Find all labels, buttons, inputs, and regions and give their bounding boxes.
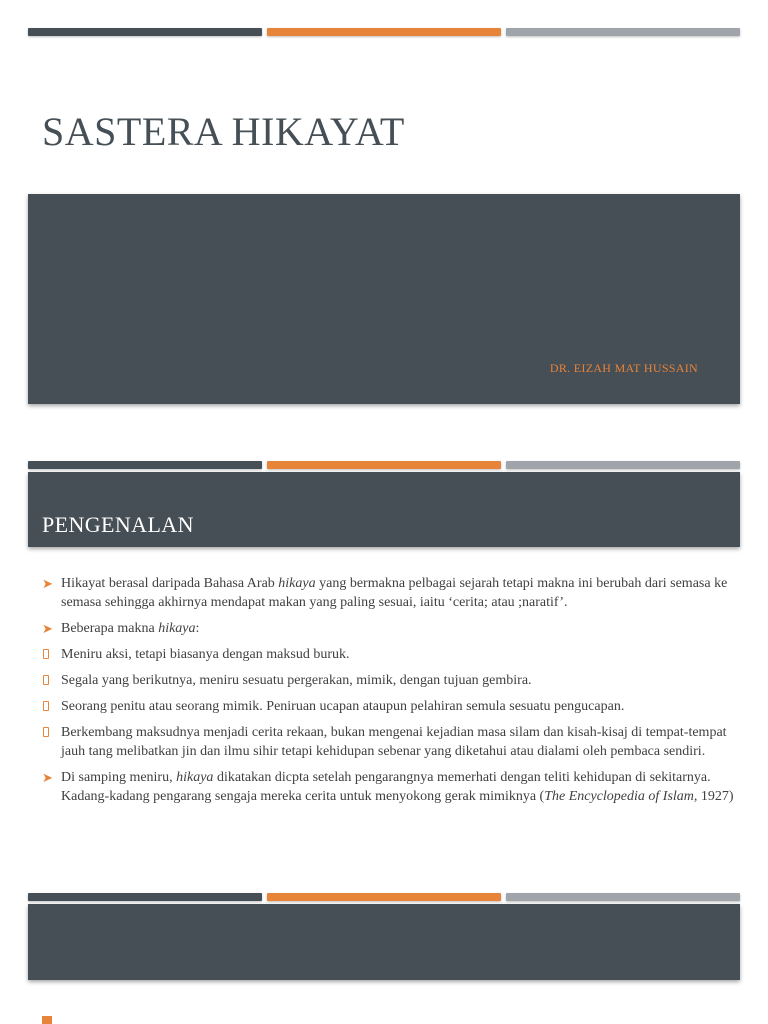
section-accent-stripe: [28, 461, 740, 469]
bullet-item: [42, 723, 742, 761]
bullet-text: Seorang penitu atau seorang mimik. Peniruan ucapan ataupun pelahiran semula sesuatu pengucapan.: [61, 699, 625, 714]
bullet-text: Segala yang berikutnya, meniru sesuatu pergerakan, mimik, dengan tujuan gembira.: [61, 673, 532, 688]
section-title: PENGENALAN: [42, 512, 194, 537]
bullet-item: [42, 768, 742, 806]
arrow-bullet-icon: ➤: [42, 770, 53, 785]
bullet-text: 1927): [697, 789, 734, 804]
next-bullet-fragment: [42, 1016, 52, 1024]
bullet-item: [42, 619, 742, 638]
italic-text: hikaya: [278, 576, 316, 591]
bullet-text: Meniru aksi, tetapi biasanya dengan maksud buruk.: [61, 647, 350, 662]
square-bullet-icon: [43, 727, 49, 737]
square-bullet-icon: [43, 701, 49, 711]
stripe-orange: [267, 28, 501, 36]
bullet-text: Di samping meniru,: [61, 770, 177, 785]
section-header: [28, 472, 740, 547]
bullet-text: Beberapa makna: [61, 621, 159, 636]
bullet-item: [42, 697, 742, 716]
bullet-text: dikatakan dicpta setelah pengarangnya memerhati dengan teliti kehidupan di sekitarnya. Kadang-kadang pengarang sengaja mereka cerita untuk menyokong gerak mimiknya (: [61, 770, 711, 804]
bullet-item: [42, 574, 742, 612]
square-bullet-icon: [43, 649, 49, 659]
arrow-bullet-icon: ➤: [42, 621, 53, 636]
stripe-dark: [28, 893, 262, 901]
bullet-item: [42, 645, 742, 664]
slide-content: [42, 574, 742, 813]
next-section-header: [28, 904, 740, 980]
italic-text: hikaya: [158, 621, 196, 636]
bullet-text: Hikayat berasal daripada Bahasa Arab: [61, 576, 279, 591]
square-bullet-icon: [43, 675, 49, 685]
stripe-orange: [267, 461, 501, 469]
stripe-orange: [267, 893, 501, 901]
italic-text: hikaya: [176, 770, 214, 785]
top-accent-stripe: [28, 28, 740, 36]
slide-title: SASTERA HIKAYAT: [42, 109, 405, 154]
author-name: DR. EIZAH MAT HUSSAIN: [549, 361, 698, 375]
title-banner: [28, 194, 740, 404]
bullet-text: Berkembang maksudnya menjadi cerita rekaan, bukan mengenai kejadian masa silam dan kisah-kisaj di tempat-tempat jauh tang melibatkan jin dan ilmu sihir tetapi kehidupan sebenar yang diketahui atau dialami oleh pembaca sendiri.: [61, 725, 727, 759]
stripe-gray: [506, 461, 740, 469]
italic-text: The Encyclopedia of Islam,: [544, 789, 698, 804]
bullet-item: [42, 671, 742, 690]
arrow-bullet-icon: ➤: [42, 576, 53, 591]
stripe-gray: [506, 893, 740, 901]
bullet-list: [42, 574, 742, 806]
stripe-dark: [28, 28, 262, 36]
bullet-text: yang bermakna pelbagai sejarah tetapi makna ini berubah dari semasa ke semasa sehingga akhirnya mendapat makan yang paling sesuai, iaitu ‘cerita; atau ;naratif’.: [61, 576, 728, 610]
bullet-text: :: [195, 621, 200, 636]
next-accent-stripe: [28, 893, 740, 901]
stripe-gray: [506, 28, 740, 36]
stripe-dark: [28, 461, 262, 469]
